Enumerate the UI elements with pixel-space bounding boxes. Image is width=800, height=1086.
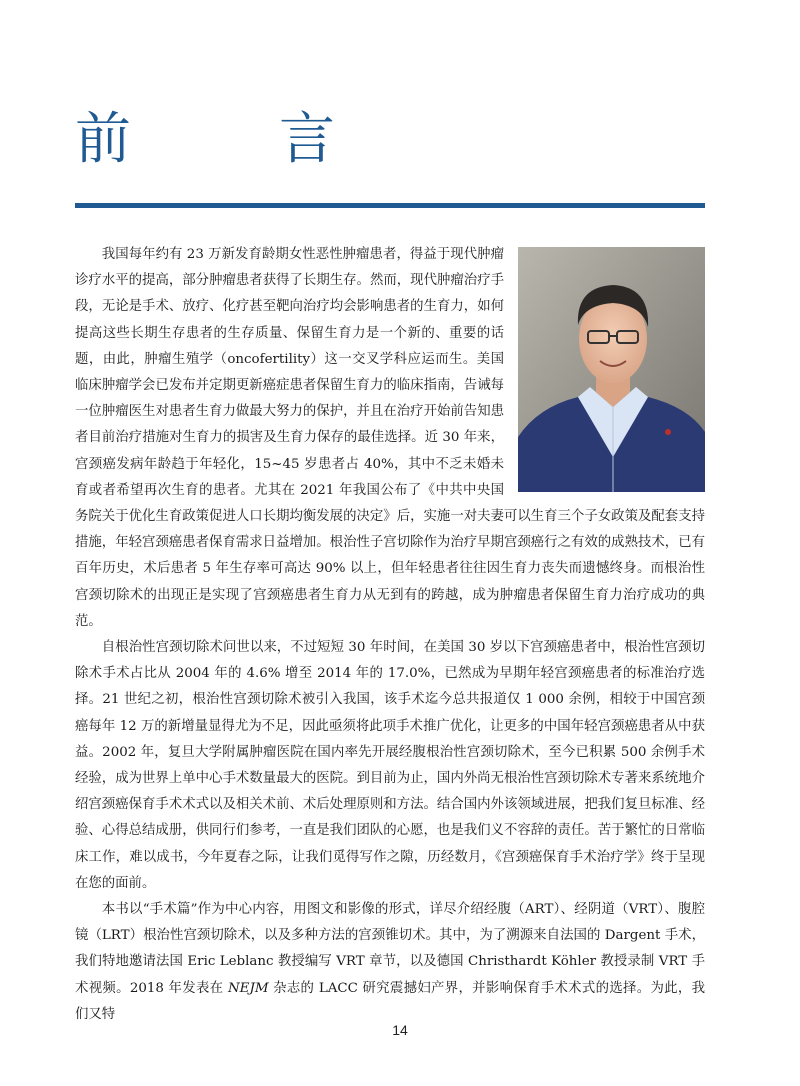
body-text — [75, 242, 705, 1028]
paragraph-3 — [75, 897, 705, 1028]
title-rule — [75, 203, 705, 208]
paragraph-1: 我国每年约有 23 万新发育龄期女性恶性肿瘤患者，得益于现代肿瘤诊疗水平的提高，部分肿瘤患者获得了长期生存。然而，现代肿瘤治疗手段，无论是手术、放疗、化疗甚至靶向治疗均会影响患者的生育力，如何提高这些长期生存患者的生存质量、保留生育力是一个新的、重要的话题，由此，肿瘤生殖学（oncofertility）这一交叉学科应运而生。美国临床肿瘤学会已发布并定期更新癌症患者保留生育力的临床指南，告诫每一位肿瘤医生对患者生育力做最大努力的保护，并且在治疗开始前告知患者目前治疗措施对生育力的损害及生育力保存的最佳选择。近 30 年来，宫颈癌发病年龄趋于年轻化，15~45 岁患者占 40%，其中不乏未婚未育或者希望再次生育的患者。尤其在 2021 年我国公布了《中共中央国务院关于优化生育政策促进人口长期均衡发展的决定》后，实施一对夫妻可以生育三个子女政策及配套支持措施，年轻宫颈癌患者保育需求日益增加。根治性子宫切除作为治疗早期宫颈癌行之有效的成熟技术，已有百年历史，术后患者 5 年生存率可高达 90% 以上，但年轻患者往往因生育力丧失而遗憾终身。而根治性宫颈切除术的出现正是实现了宫颈癌患者生育力从无到有的跨越，成为肿瘤患者保留生育力治疗成功的典范。 — [75, 247, 705, 629]
page-number: 14 — [392, 1022, 408, 1038]
paragraph-3-before: 本书以“手术篇”作为中心内容，用图文和影像的形式，详尽介绍经腹（ART）、经阴道（VRT）、腹腔镜（LRT）根治性宫颈切除术，以及多种方法的宫颈锥切术。其中，为了溯源来自法国的 Dargent 手术，我们特地邀请法国 Eric Leblanc 教授编写 VRT 章节，以及德国 Christhardt Köhler 教授录制 VRT 手术视频。2018 年发表在 — [75, 902, 705, 996]
page-title: 前 言 — [75, 107, 381, 172]
paragraph-2: 自根治性宫颈切除术问世以来，不过短短 30 年时间，在美国 30 岁以下宫颈癌患者中，根治性宫颈切除术手术占比从 2004 年的 4.6% 增至 2014 年的 17.0%，已然成为早期年轻宫颈癌患者的标准治疗选择。21 世纪之初，根治性宫颈切除术被引入我国，该手术迄今总共报道仅 1 000 余例，相较于中国宫颈癌每年 12 万的新增量显得尤为不足，因此亟须将此项手术推广优化，让更多的中国年轻宫颈癌患者从中获益。2002 年，复旦大学附属肿瘤医院在国内率先开展经腹根治性宫颈切除术，至今已积累 500 余例手术经验，成为世界上单中心手术数量最大的医院。到目前为止，国内外尚无根治性宫颈切除术专著来系统地介绍宫颈癌保育手术术式以及相关术前、术后处理原则和方法。结合国内外该领域进展，把我们复旦标准、经验、心得总结成册，供同行们参考，一直是我们团队的心愿，也是我们义不容辞的责任。苦于繁忙的日常临床工作，难以成书，今年夏春之际，让我们觅得写作之隙，历经数月，《宫颈癌保育手术治疗学》终于呈现在您的面前。 — [75, 640, 705, 891]
author-portrait — [518, 247, 705, 492]
journal-name: NEJM — [227, 980, 269, 996]
paragraph-3-after: 杂志的 LACC 研究震撼妇产界，并影响保育手术术式的选择。为此，我们又特 — [75, 980, 705, 1022]
